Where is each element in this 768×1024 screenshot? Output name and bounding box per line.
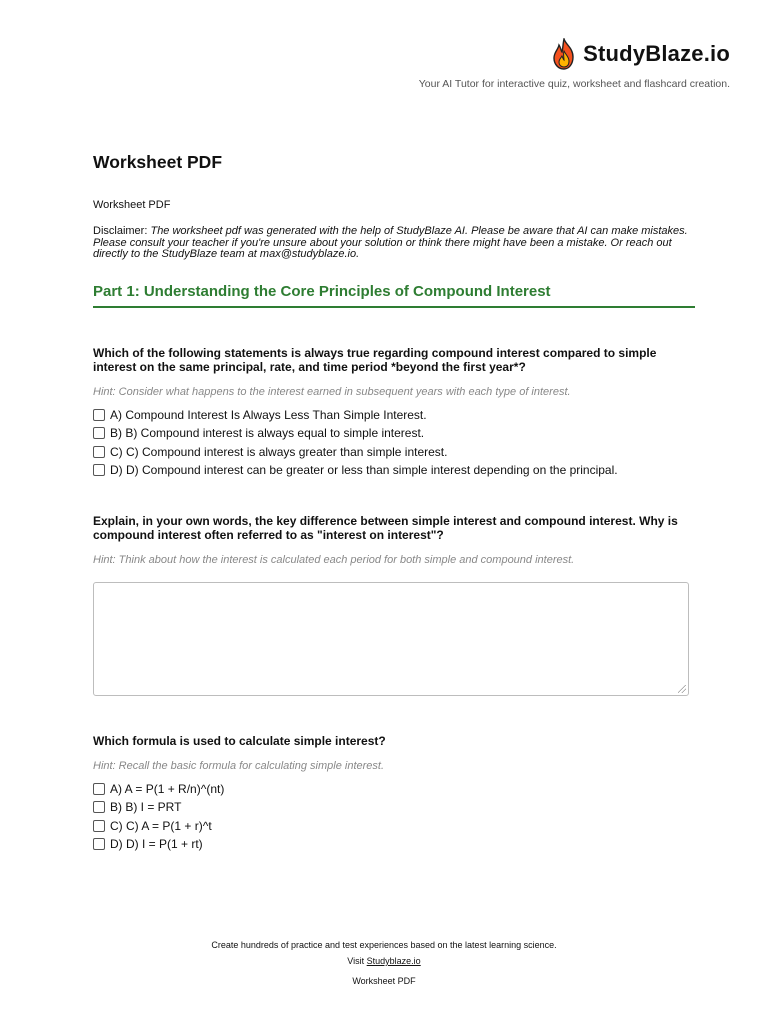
worksheet-content bbox=[93, 152, 695, 880]
question-2 bbox=[93, 514, 695, 696]
option-a[interactable] bbox=[93, 780, 695, 799]
option-label: B) B) Compound interest is always equal to simple interest. bbox=[110, 426, 425, 441]
question-3 bbox=[93, 734, 695, 854]
brand-row bbox=[419, 38, 730, 70]
option-label: D) D) I = P(1 + rt) bbox=[110, 837, 203, 852]
option-label: B) B) I = PRT bbox=[110, 800, 182, 815]
question-hint: Hint: Think about how the interest is calculated each period for both simple and compound interest. bbox=[93, 553, 575, 566]
option-label: A) A = P(1 + R/n)^(nt) bbox=[110, 781, 225, 796]
option-a[interactable] bbox=[93, 406, 695, 425]
brand-name: StudyBlaze.io bbox=[583, 41, 730, 66]
question-text: Which formula is used to calculate simple interest? bbox=[93, 733, 386, 748]
question-1 bbox=[93, 346, 695, 480]
option-b[interactable] bbox=[93, 424, 695, 443]
option-label: D) D) Compound interest can be greater or less than simple interest depending on the principal. bbox=[110, 463, 618, 478]
brand-header bbox=[419, 38, 730, 90]
option-label: A) Compound Interest Is Always Less Than Simple Interest. bbox=[110, 407, 427, 422]
option-c[interactable] bbox=[93, 817, 695, 836]
footer-visit-prefix: Visit bbox=[347, 956, 365, 966]
footer-doc-title: Worksheet PDF bbox=[352, 976, 416, 986]
answer-textarea[interactable] bbox=[93, 582, 689, 696]
flame-icon bbox=[550, 38, 578, 70]
footer-visit-link[interactable]: Studyblaze.io bbox=[366, 956, 421, 966]
page-subtitle: Worksheet PDF bbox=[93, 199, 171, 211]
checkbox[interactable] bbox=[93, 820, 105, 832]
disclaimer-label: Disclaimer: bbox=[93, 225, 148, 237]
option-label: C) C) A = P(1 + r)^t bbox=[110, 818, 212, 833]
part-title: Part 1: Understanding the Core Principles of Compound Interest bbox=[93, 283, 695, 308]
checkbox[interactable] bbox=[93, 464, 105, 476]
checkbox[interactable] bbox=[93, 409, 105, 421]
option-b[interactable] bbox=[93, 798, 695, 817]
checkbox[interactable] bbox=[93, 838, 105, 850]
footer-promo: Create hundreds of practice and test experiences based on the latest learning science. bbox=[211, 940, 557, 950]
disclaimer bbox=[93, 226, 695, 261]
option-c[interactable] bbox=[93, 443, 695, 462]
checkbox[interactable] bbox=[93, 446, 105, 458]
option-label: C) C) Compound interest is always greater than simple interest. bbox=[110, 444, 448, 459]
brand-tagline: Your AI Tutor for interactive quiz, worksheet and flashcard creation. bbox=[418, 78, 730, 90]
question-hint: Hint: Recall the basic formula for calculating simple interest. bbox=[93, 759, 385, 772]
disclaimer-text: The worksheet pdf was generated with the help of StudyBlaze AI. Please be aware that AI can make mistakes. Please consult your teacher if you're unsure about your solution or think there might have been a mistake. Or reach out directly to the StudyBlaze team at max@studyblaze.io. bbox=[93, 225, 688, 260]
checkbox[interactable] bbox=[93, 427, 105, 439]
question-text: Explain, in your own words, the key difference between simple interest and compound interest. Why is compound interest often referred to as "interest on interest"? bbox=[93, 513, 678, 542]
option-d[interactable] bbox=[93, 835, 695, 854]
page-title: Worksheet PDF bbox=[93, 152, 223, 172]
option-d[interactable] bbox=[93, 461, 695, 480]
page-footer bbox=[0, 940, 768, 992]
checkbox[interactable] bbox=[93, 783, 105, 795]
footer-visit bbox=[0, 956, 768, 966]
resize-grip-icon[interactable] bbox=[678, 685, 686, 693]
checkbox[interactable] bbox=[93, 801, 105, 813]
question-hint: Hint: Consider what happens to the interest earned in subsequent years with each type of interest. bbox=[93, 385, 571, 398]
question-text: Which of the following statements is always true regarding compound interest compared to simple interest on the same principal, rate, and time period *beyond the first year*? bbox=[93, 345, 657, 374]
